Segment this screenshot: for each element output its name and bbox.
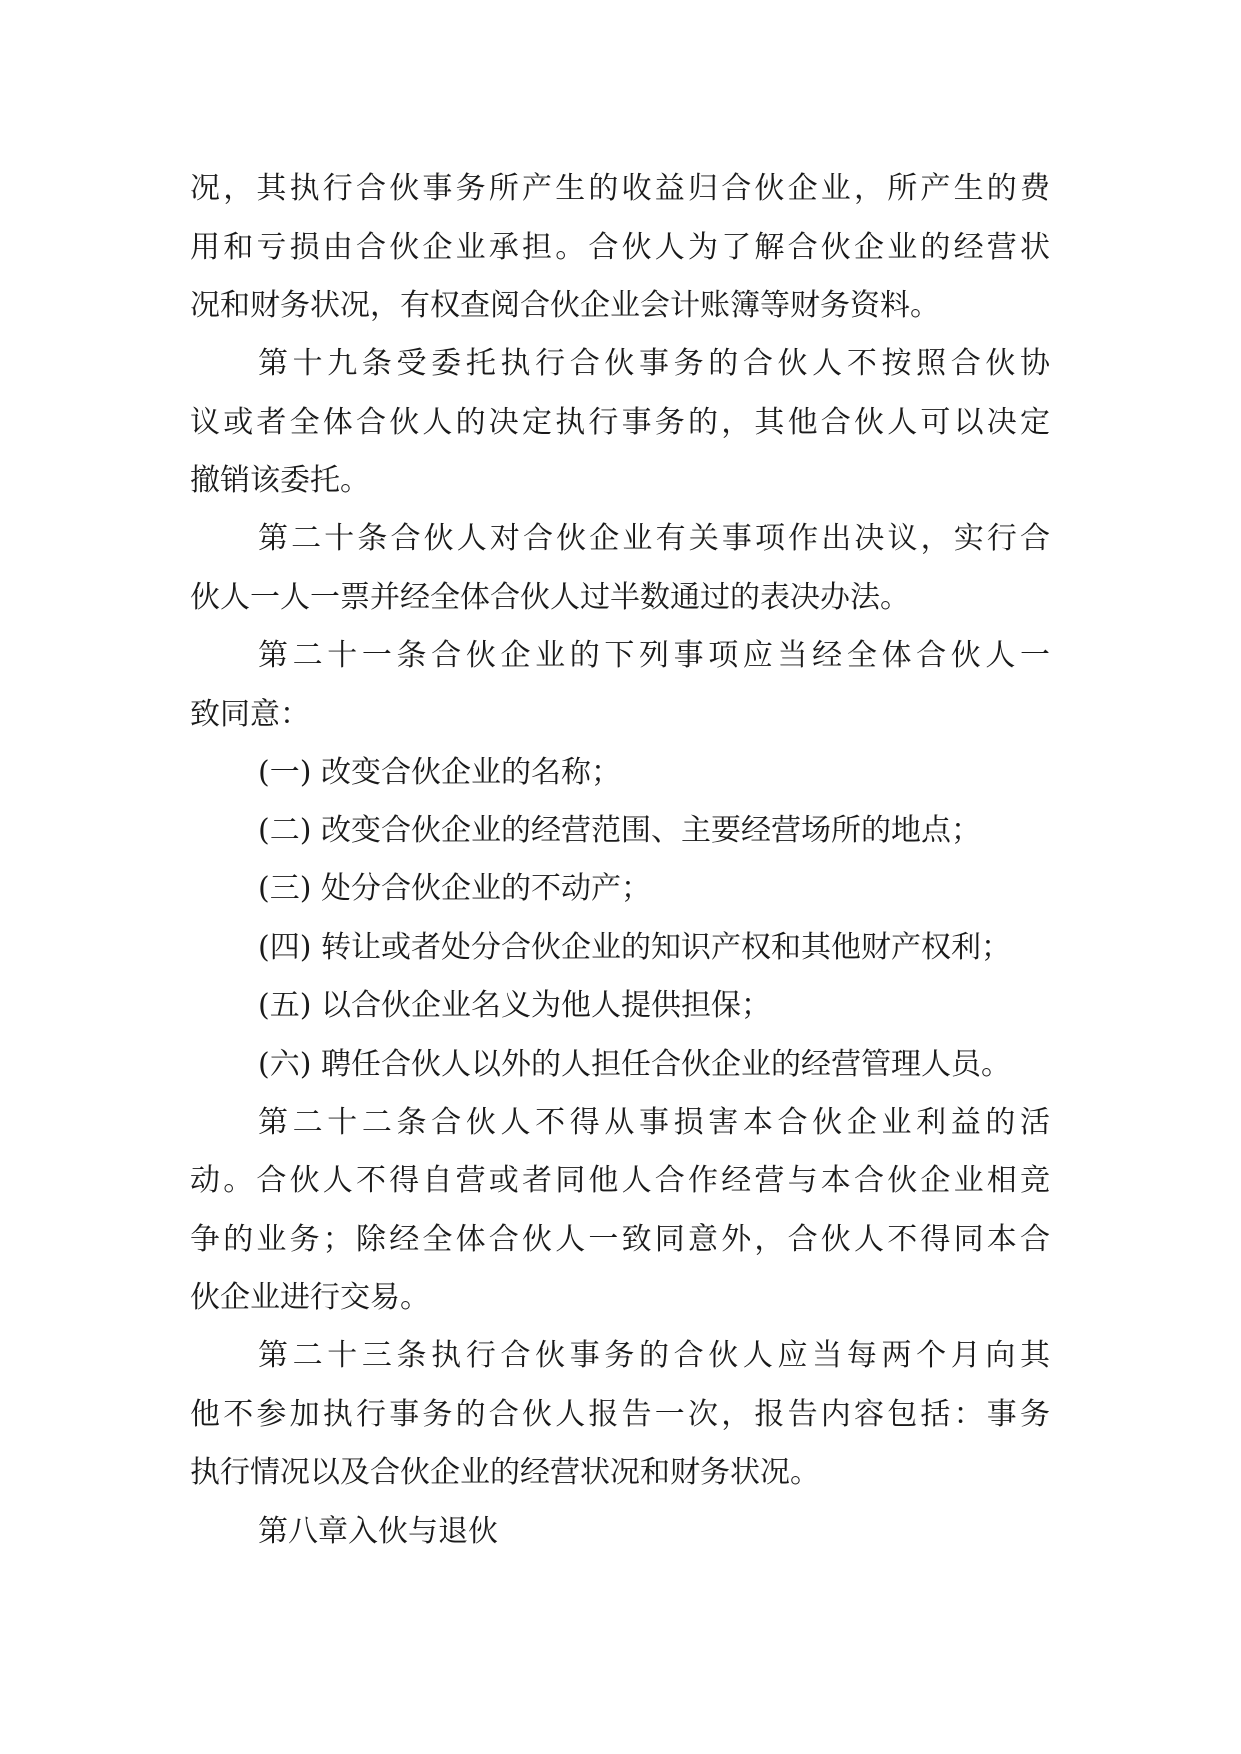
text-line: 第二十条合伙人对合伙企业有关事项作出决议，实行合 — [258, 521, 1050, 556]
text-line: 争的业务；除经全体合伙人一致同意外，合伙人不得同本合 — [190, 1222, 1050, 1257]
text-line: 第十九条受委托执行合伙事务的合伙人不按照合伙协 — [258, 346, 1050, 381]
list-item: (一) 改变合伙企业的名称； — [258, 755, 621, 790]
text-line: 伙企业进行交易。 — [190, 1280, 430, 1315]
list-item: (五) 以合伙企业名义为他人提供担保； — [258, 988, 771, 1023]
text-line: 议或者全体合伙人的决定执行事务的，其他合伙人可以决定 — [190, 405, 1050, 440]
text-line: 执行情况以及合伙企业的经营状况和财务状况。 — [190, 1455, 820, 1490]
list-item: (二) 改变合伙企业的经营范围、主要经营场所的地点； — [258, 813, 981, 848]
list-item: (三) 处分合伙企业的不动产； — [258, 871, 651, 906]
text-line: 况和财务状况，有权查阅合伙企业会计账簿等财务资料。 — [190, 288, 940, 323]
list-item: (四) 转让或者处分合伙企业的知识产权和其他财产权利； — [258, 930, 1011, 965]
text-line: 他不参加执行事务的合伙人报告一次，报告内容包括：事务 — [190, 1397, 1050, 1432]
text-line: 第二十二条合伙人不得从事损害本合伙企业利益的活 — [258, 1105, 1050, 1140]
text-line: 伙人一人一票并经全体合伙人过半数通过的表决办法。 — [190, 580, 910, 615]
list-item: (六) 聘任合伙人以外的人担任合伙企业的经营管理人员。 — [258, 1047, 1011, 1082]
text-line: 撤销该委托。 — [190, 463, 370, 498]
text-line: 动。合伙人不得自营或者同他人合作经营与本合伙企业相竞 — [190, 1163, 1050, 1198]
text-line: 第二十一条合伙企业的下列事项应当经全体合伙人一 — [258, 638, 1050, 673]
text-line: 致同意： — [190, 697, 310, 732]
chapter-heading: 第八章入伙与退伙 — [258, 1514, 498, 1549]
text-line: 用和亏损由合伙企业承担。合伙人为了解合伙企业的经营状 — [190, 230, 1050, 265]
text-line: 况，其执行合伙事务所产生的收益归合伙企业，所产生的费 — [190, 171, 1050, 206]
text-line: 第二十三条执行合伙事务的合伙人应当每两个月向其 — [258, 1338, 1050, 1373]
